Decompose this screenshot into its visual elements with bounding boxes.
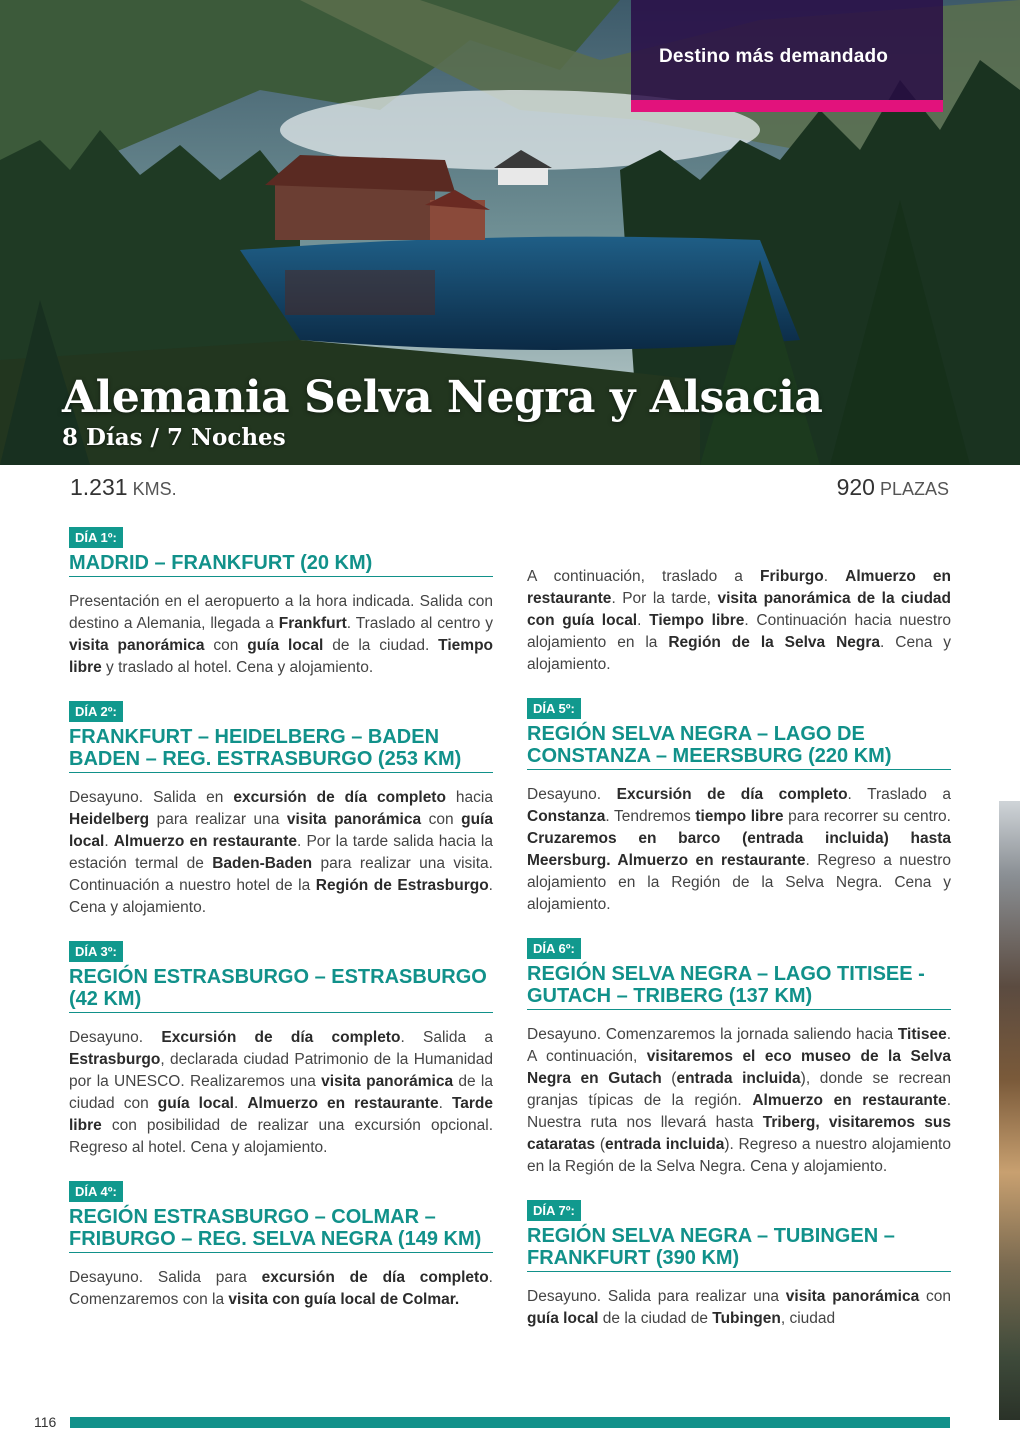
day-tag: DÍA 2º:	[69, 701, 123, 722]
itinerary-left-column	[69, 527, 493, 1333]
side-photo-strip	[999, 801, 1020, 1420]
footer-bar	[70, 1417, 950, 1428]
distance-stat	[70, 474, 177, 501]
day-section	[69, 941, 493, 1159]
day-title: REGIÓN ESTRASBURGO – ESTRASBURGO (42 KM)	[69, 966, 493, 1013]
day-description: Desayuno. Comenzaremos la jornada saliendo hacia Titisee. A continuación, visitaremos el eco museo de la Selva Negra en Gutach (entrada incluida), donde se recrean granjas típicas de la región. Almuerzo en restaurante. Nuestra ruta nos llevará hasta Triberg, visitaremos sus cataratas (entrada incluida). Regreso a nuestro alojamiento en la Región de la Selva Negra. Cena y alojamiento.	[527, 1026, 952, 1175]
day-tag: DÍA 7º:	[527, 1200, 581, 1221]
day-section	[69, 701, 493, 919]
day-description: Desayuno. Salida en excursión de día completo hacia Heidelberg para realizar una visita panorámica con guía local. Almuerzo en restaurante. Por la tarde salida hacia la estación termal de Baden-Baden para realizar una visita. Continuación a nuestro hotel de la Región de Estrasburgo. Cena y alojamiento.	[69, 789, 494, 916]
hero-image	[0, 0, 1020, 465]
day-title: REGIÓN SELVA NEGRA – LAGO TITISEE - GUTACH – TRIBERG (137 KM)	[527, 963, 951, 1010]
day-description: Desayuno. Excursión de día completo. Salida a Estrasburgo, declarada ciudad Patrimonio de la Humanidad por la UNESCO. Realizaremos una visita panorámica de la ciudad con guía local. Almuerzo en restaurante. Tarde libre con posibilidad de realizar una excursión opcional. Regreso al hotel. Cena y alojamiento.	[69, 1029, 494, 1156]
day-title: FRANKFURT – HEIDELBERG – BADEN BADEN – REG. ESTRASBURGO (253 KM)	[69, 726, 493, 773]
day-title: REGIÓN ESTRASBURGO – COLMAR – FRIBURGO – REG. SELVA NEGRA (149 KM)	[69, 1206, 493, 1253]
day-description: Desayuno. Salida para excursión de día completo. Comenzaremos con la visita con guía local de Colmar.	[69, 1269, 493, 1308]
seats-value: 920	[836, 474, 875, 500]
itinerary-right-column	[527, 566, 951, 1352]
day-description: Desayuno. Salida para realizar una visita panorámica con guía local de la ciudad de Tubingen, ciudad	[527, 1288, 951, 1327]
day-title: REGIÓN SELVA NEGRA – LAGO DE CONSTANZA – MEERSBURG (220 KM)	[527, 723, 951, 770]
day-title: REGIÓN SELVA NEGRA – TUBINGEN – FRANKFURT (390 KM)	[527, 1225, 951, 1272]
distance-value: 1.231	[70, 474, 128, 500]
day-section	[69, 527, 493, 679]
day-tag: DÍA 3º:	[69, 941, 123, 962]
day-description: Desayuno. Excursión de día completo. Traslado a Constanza. Tendremos tiempo libre para recorrer su centro. Cruzaremos en barco (entrada incluida) hasta Meersburg. Almuerzo en restaurante. Regreso a nuestro alojamiento en la Región de la Selva Negra. Cena y alojamiento.	[527, 786, 951, 913]
day-tag: DÍA 1º:	[69, 527, 123, 548]
seats-stat	[837, 474, 949, 501]
day-section	[69, 1181, 493, 1311]
page-title: Alemania Selva Negra y Alsacia	[62, 372, 823, 423]
day-title: MADRID – FRANKFURT (20 KM)	[69, 552, 493, 577]
seats-unit: PLAZAS	[879, 479, 949, 499]
day-tag: DÍA 4º:	[69, 1181, 123, 1202]
featured-badge	[631, 0, 943, 112]
day-continuation	[527, 566, 951, 676]
day-section	[527, 698, 951, 916]
day-tag: DÍA 6º:	[527, 938, 581, 959]
featured-badge-underline	[631, 100, 943, 112]
day-description: A continuación, traslado a Friburgo. Almuerzo en restaurante. Por la tarde, visita panorámica de la ciudad con guía local. Tiempo libre. Continuación hacia nuestro alojamiento en la Región de la Selva Negra. Cena y alojamiento.	[527, 568, 951, 673]
day-section	[527, 938, 951, 1178]
distance-unit: KMS.	[132, 479, 177, 499]
day-description: Presentación en el aeropuerto a la hora indicada. Salida con destino a Alemania, llegada a Frankfurt. Traslado al centro y visita panorámica con guía local de la ciudad. Tiempo libre y traslado al hotel. Cena y alojamiento.	[69, 593, 494, 676]
day-section	[527, 1200, 951, 1330]
day-tag: DÍA 5º:	[527, 698, 581, 719]
page-number: 116	[34, 1414, 57, 1430]
featured-badge-label: Destino más demandado	[659, 46, 889, 67]
page-subtitle: 8 Días / 7 Noches	[62, 424, 286, 451]
